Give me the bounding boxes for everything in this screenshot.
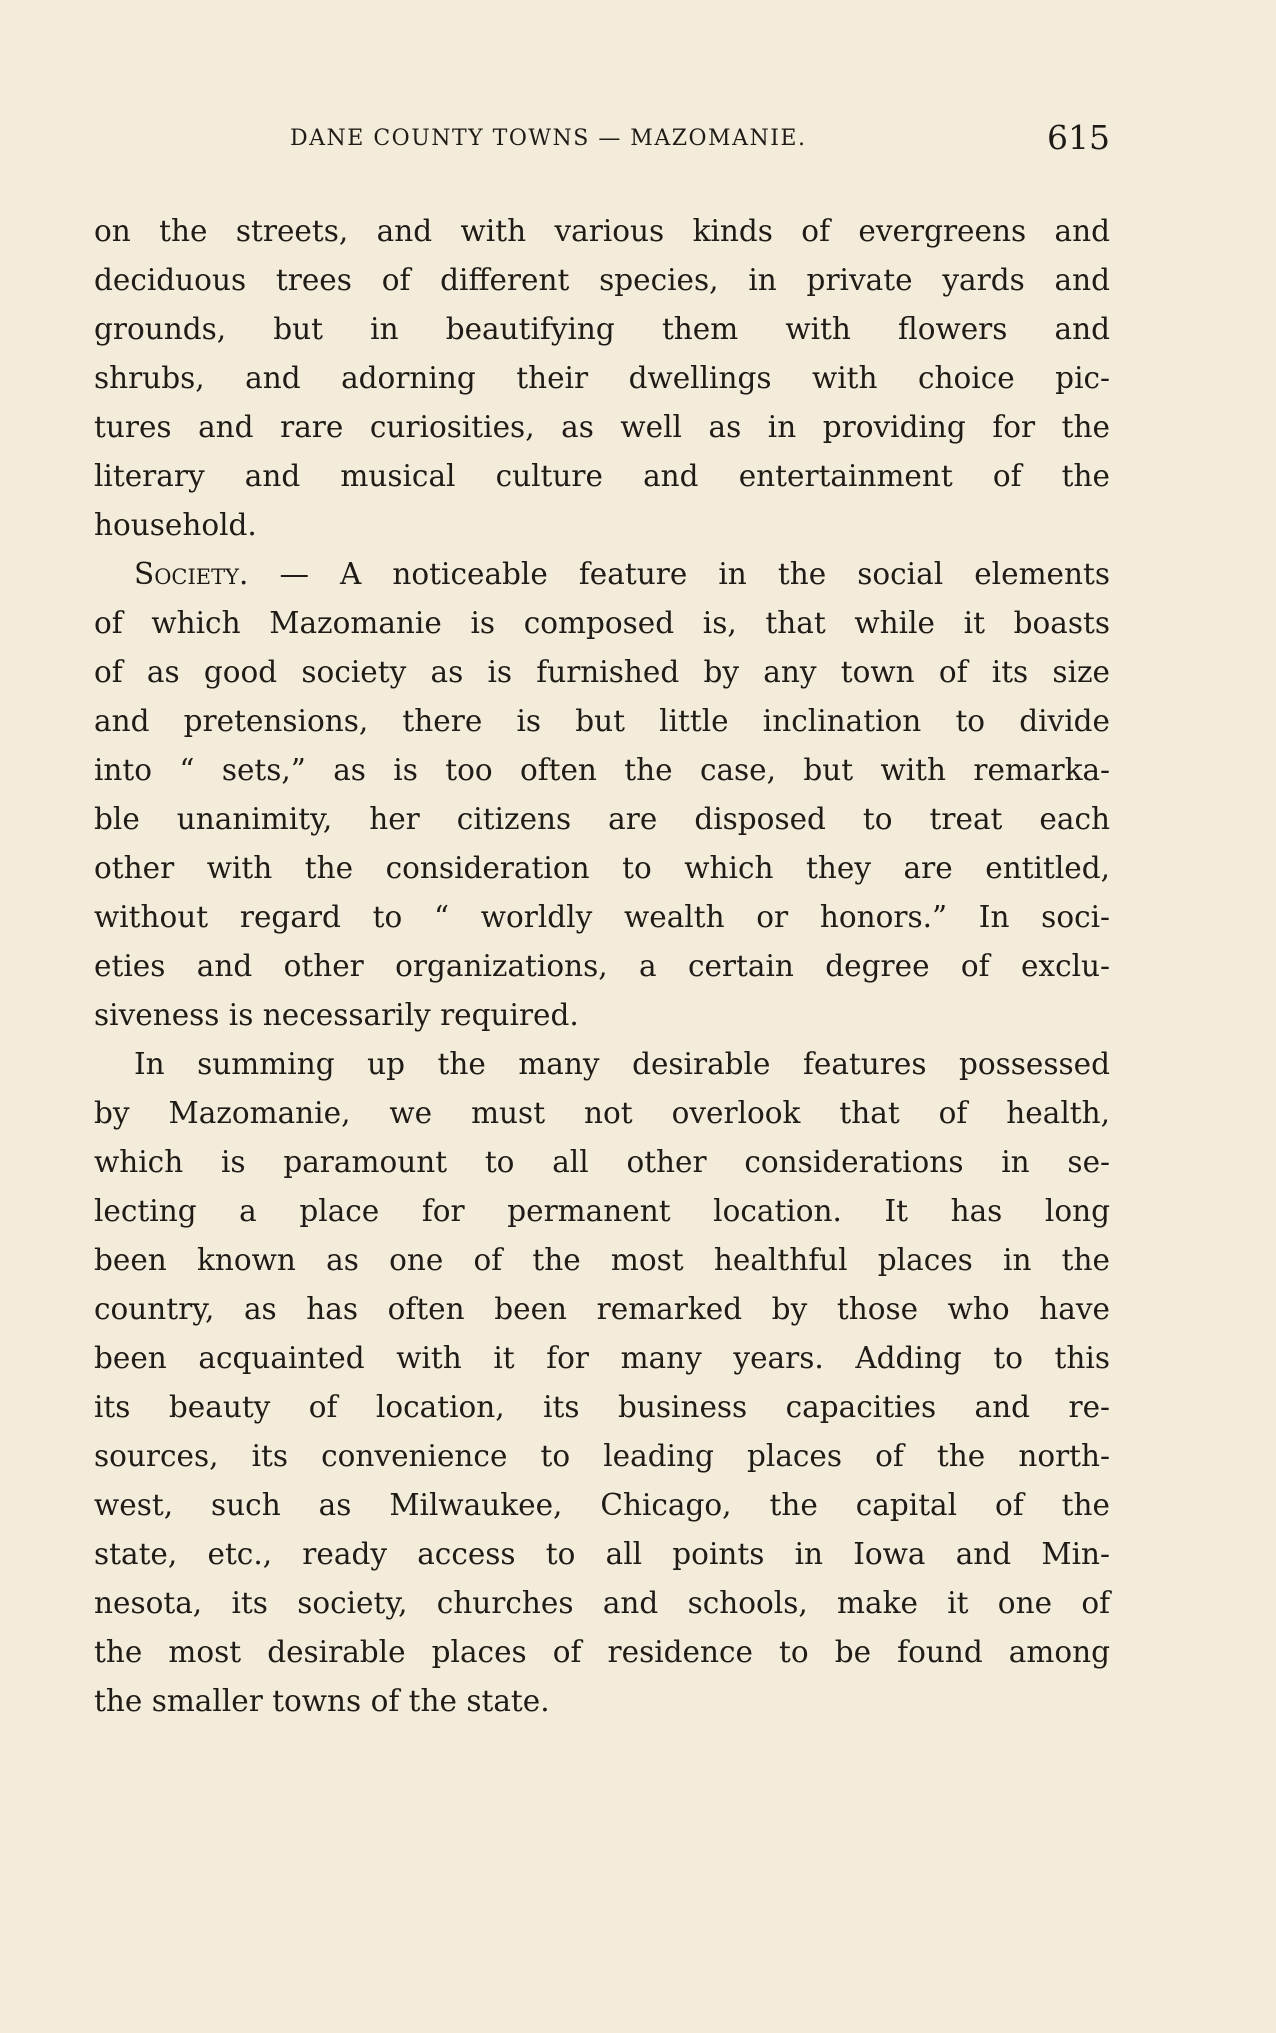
paragraph-society (94, 550, 1110, 1040)
text-line: ble unanimity, her citizens are disposed to treat each (94, 802, 1110, 836)
text-line: shrubs, and adorning their dwellings with choice pic- (94, 361, 1110, 395)
text-line: of which Mazomanie is composed is, that while it boasts (94, 606, 1110, 640)
text-line: which is paramount to all other considerations in se- (94, 1145, 1110, 1179)
text-line: into “ sets,” as is too often the case, but with remarka- (94, 753, 1110, 787)
text-line: the most desirable places of residence to be found among (94, 1635, 1110, 1669)
text-line: been known as one of the most healthful places in the (94, 1243, 1110, 1277)
text-line: other with the consideration to which they are entitled, (94, 851, 1110, 885)
text-line: the smaller towns of the state. (94, 1684, 550, 1718)
text-line: literary and musical culture and entertainment of the (94, 459, 1110, 493)
paragraph-3 (94, 1040, 1110, 1726)
text-line: its beauty of location, its business capacities and re- (94, 1390, 1110, 1424)
text-line: siveness is necessarily required. (94, 998, 579, 1032)
text-line: nesota, its society, churches and schools, make it one of (94, 1586, 1110, 1620)
text-line: grounds, but in beautifying them with flowers and (94, 312, 1110, 346)
page-number: 615 (1047, 118, 1110, 157)
text-line: state, etc., ready access to all points in Iowa and Min- (94, 1537, 1110, 1571)
text-line: lecting a place for permanent location. It has long (94, 1194, 1110, 1228)
text-line-content: — A noticeable feature in the social elements (248, 557, 1110, 591)
text-line: sources, its convenience to leading places of the north- (94, 1439, 1110, 1473)
text-line (94, 550, 1110, 599)
text-line: In summing up the many desirable features possessed (134, 1047, 1110, 1081)
text-line: deciduous trees of different species, in private yards and (94, 263, 1110, 297)
text-line: of as good society as is furnished by any town of its size (94, 655, 1110, 689)
running-title: DANE COUNTY TOWNS — MAZOMANIE. (290, 126, 807, 151)
text-line: without regard to “ worldly wealth or honors.” In soci- (94, 900, 1110, 934)
running-head (290, 118, 1110, 158)
section-heading-society: Society. (134, 557, 249, 591)
paragraph-1 (94, 207, 1110, 550)
text-line: and pretensions, there is but little inclination to divide (94, 704, 1110, 738)
text-line: been acquainted with it for many years. Adding to this (94, 1341, 1110, 1375)
body-text (94, 207, 1110, 1726)
text-line: west, such as Milwaukee, Chicago, the capital of the (94, 1488, 1110, 1522)
text-line: household. (94, 508, 257, 542)
text-line: by Mazomanie, we must not overlook that of health, (94, 1096, 1110, 1130)
text-line: eties and other organizations, a certain degree of exclu- (94, 949, 1110, 983)
text-line: on the streets, and with various kinds of evergreens and (94, 214, 1110, 248)
text-line: country, as has often been remarked by those who have (94, 1292, 1110, 1326)
text-line: tures and rare curiosities, as well as in providing for the (94, 410, 1110, 444)
